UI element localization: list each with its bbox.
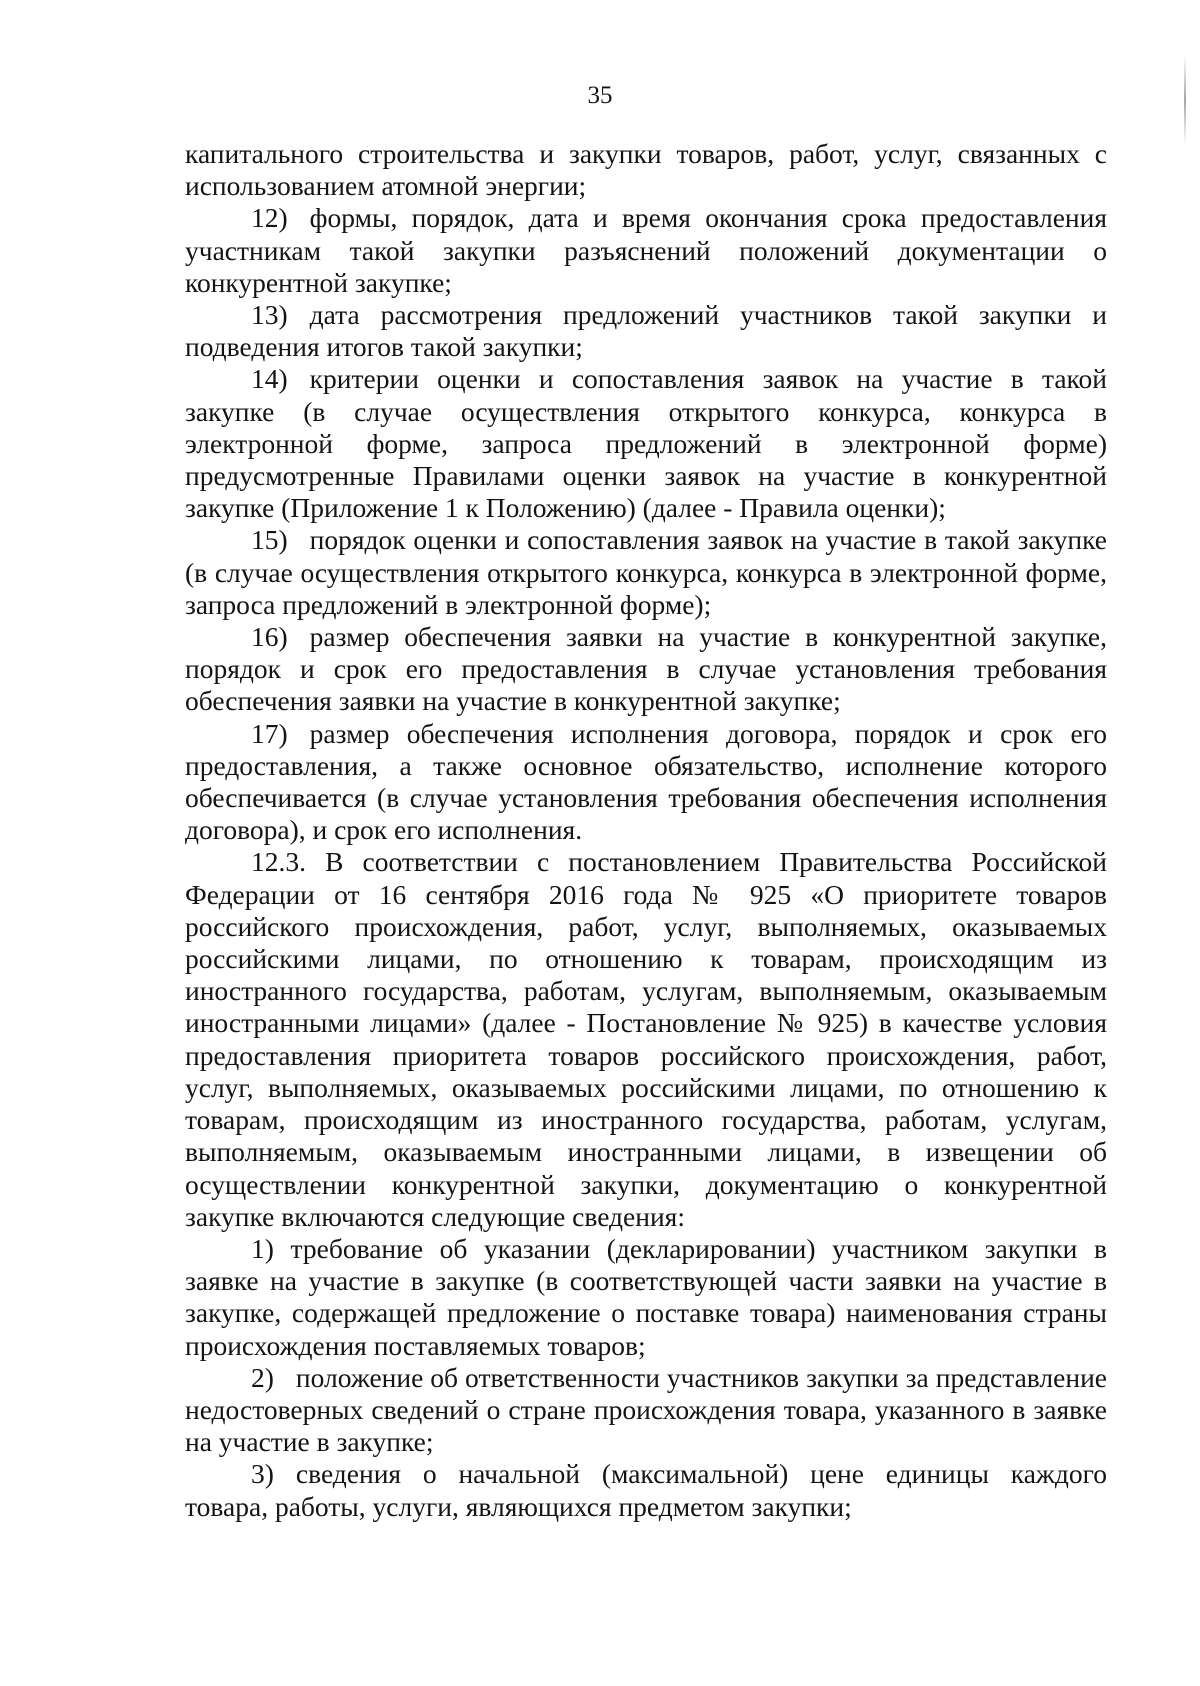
- list-item-number: 15): [251, 524, 288, 556]
- list-item-text: положение об ответственности участников закупки за представление недостоверных сведений о стране происхождения товара, указанного в заявке на участие в закупке;: [185, 1361, 1107, 1458]
- list-item-number: 14): [251, 363, 288, 395]
- list-item-number: 3): [251, 1458, 274, 1490]
- list-item-text: размер обеспечения заявки на участие в конкурентной закупке, порядок и срок его предоставления в случае установления требования обеспечения заявки на участие в конкурентной закупке;: [185, 621, 1107, 717]
- list-item-17: [185, 718, 1107, 847]
- paragraph-text: капитального строительства и закупки товаров, работ, услуг, связанных с использованием атомной энергии;: [185, 138, 1107, 202]
- list-item-text: 1) требование об указании (декларировании) участником закупки в заявке на участие в закупке (в соответствующей части заявки на участие в закупке, содержащей предложение о поставке товара) наименования страны происхождения поставляемых товаров;: [185, 1232, 1107, 1361]
- page-number: 35: [587, 82, 613, 109]
- list-item-text: дата рассмотрения предложений участников такой закупки и подведения итогов такой закупки;: [185, 299, 1107, 363]
- list-item-12: [185, 202, 1107, 299]
- list-item-2: [185, 1362, 1107, 1459]
- list-item-number: 2): [251, 1361, 274, 1393]
- list-item-15: [185, 524, 1107, 621]
- list-item-text: сведения о начальной (максимальной) цене единицы каждого товара, работы, услуги, являющихся предметом закупки;: [185, 1458, 1107, 1522]
- list-item-14: [185, 363, 1107, 524]
- list-item-number: 12): [251, 202, 288, 234]
- list-item-13: [185, 299, 1107, 363]
- list-item-16: [185, 621, 1107, 718]
- list-item-text: критерии оценки и сопоставления заявок на участие в такой закупке (в случае осуществления открытого конкурса, конкурса в электронной форме, запроса предложений в электронной форме) предусмотренные Правилами оценки заявок на участие в конкурентной закупке (Приложение 1 к Положению) (далее - Правила оценки);: [185, 363, 1107, 524]
- list-item-text: порядок оценки и сопоставления заявок на участие в такой закупке (в случае осуществления открытого конкурса, конкурса в электронной форме, запроса предложений в электронной форме);: [185, 524, 1107, 620]
- document-body: [185, 138, 1107, 1523]
- paragraph-continuation: [185, 138, 1107, 202]
- list-item-number: 17): [251, 717, 288, 749]
- paragraph-text: 12.3. В соответствии с постановлением Правительства Российской Федерации от 16 сентября 2016 года № 925 «О приоритете товаров российского происхождения, работ, услуг, выполняемых, оказываемых российскими лицами, по отношению к товарам, происходящим из иностранного государства, работам, услугам, выполняемым, оказываемым иностранными лицами» (далее - Постановление № 925) в качестве условия предоставления приоритета товаров российского происхождения, работ, услуг, выполняемых, оказываемых российскими лицами, по отношению к товарам, происходящим из иностранного государства, работам, услугам, выполняемым, оказываемым иностранными лицами, в извещении об осуществлении конкурентной закупки, документацию о конкурентной закупке включаются следующие сведения:: [185, 846, 1107, 1232]
- list-item-text: размер обеспечения исполнения договора, порядок и срок его предоставления, а также основное обязательство, исполнение которого обеспечивается (в случае установления требования обеспечения исполнения договора), и срок его исполнения.: [185, 717, 1107, 846]
- list-item-number: 16): [251, 621, 288, 653]
- list-item-1: [185, 1233, 1107, 1362]
- list-item-number: 13): [251, 299, 288, 331]
- list-item-text: формы, порядок, дата и время окончания срока предоставления участникам такой закупки разъяснений положений документации о конкурентной закупке;: [185, 202, 1107, 298]
- section-12-3-paragraph: [185, 846, 1107, 1232]
- list-item-3: [185, 1458, 1107, 1522]
